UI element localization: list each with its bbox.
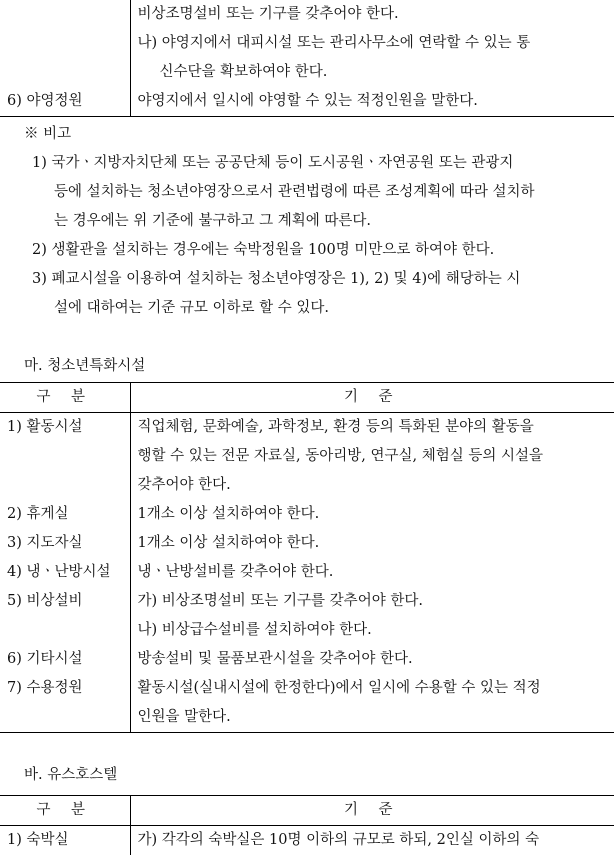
- section-title-youth-hostel: 바. 유스호스텔: [24, 761, 117, 790]
- notes-title: ※ 비고: [24, 120, 71, 149]
- row-label: 6) 기타시설: [0, 645, 130, 674]
- header-category: 구 분: [0, 383, 130, 413]
- table-row: [0, 0, 614, 29]
- row-label: 4) 냉ㆍ난방시설: [0, 558, 130, 587]
- row-label: 5) 비상설비: [0, 587, 130, 645]
- section-title-youth-special-facility: 마. 청소년특화시설: [24, 352, 145, 381]
- table-row: 1) 활동시설 직업체험, 문화예술, 과학정보, 환경 등의 특화된 분야의 활동을 행할 수 있는 전문 자료실, 동아리방, 연구실, 체험실 등의 시설을 갖추어야 한다.: [0, 413, 614, 501]
- table-header: [0, 383, 614, 413]
- table-row: [0, 87, 614, 117]
- row-label: 1) 활동시설: [0, 413, 130, 501]
- header-criteria: 기 준: [130, 383, 614, 413]
- youth-hostel-table: [0, 795, 614, 855]
- criteria-line: 야영지에서 일시에 야영할 수 있는 적정인원을 말한다.: [138, 87, 609, 116]
- header-category: 구 분: [0, 796, 130, 826]
- table-row: 4) 냉ㆍ난방시설 냉ㆍ난방설비를 갖추어야 한다.: [0, 558, 614, 587]
- table-row: 6) 기타시설 방송설비 및 물품보관시설을 갖추어야 한다.: [0, 645, 614, 674]
- table-header: [0, 796, 614, 826]
- criteria-line: 신수단을 확보하여야 한다.: [138, 58, 609, 87]
- criteria-line: 비상조명설비 또는 기구를 갖추어야 한다.: [138, 0, 609, 29]
- note-item: 3) 폐교시설을 이용하여 설치하는 청소년야영장은 1), 2) 및 4)에 해당하는 시 설에 대하여는 기준 규모 이하로 할 수 있다.: [32, 265, 610, 323]
- table-row: 7) 수용정원 활동시설(실내시설에 한정한다)에서 일시에 수용할 수 있는 적정 인원을 말한다.: [0, 674, 614, 733]
- table-row: 3) 지도자실 1개소 이상 설치하여야 한다.: [0, 529, 614, 558]
- row-label: 2) 휴게실: [0, 500, 130, 529]
- table-row: 2) 휴게실 1개소 이상 설치하여야 한다.: [0, 500, 614, 529]
- campsite-standards-table-continued: [0, 0, 614, 117]
- criteria-line: 나) 야영지에서 대피시설 또는 관리사무소에 연락할 수 있는 통: [138, 29, 609, 58]
- table-row: 5) 비상설비 가) 비상조명설비 또는 기구를 갖추어야 한다. 나) 비상급수설비를 설치하여야 한다.: [0, 587, 614, 645]
- row-label: 1) 숙박실: [0, 826, 130, 855]
- row-label: 7) 수용정원: [0, 674, 130, 733]
- row-label: 3) 지도자실: [0, 529, 130, 558]
- youth-special-facility-table: [0, 382, 614, 733]
- note-item: 1) 국가ㆍ지방자치단체 또는 공공단체 등이 도시공원ㆍ자연공원 또는 관광지 등에 설치하는 청소년야영장으로서 관련법령에 따른 조성계획에 따라 설치하 는 경우에는 위 기준에 불구하고 그 계획에 따른다.: [32, 149, 610, 236]
- note-item: 2) 생활관을 설치하는 경우에는 숙박정원을 100명 미만으로 하여야 한다.: [32, 236, 610, 265]
- table-row: [0, 29, 614, 87]
- row-label: 6) 야영정원: [0, 87, 130, 117]
- header-criteria: 기 준: [130, 796, 614, 826]
- table-row: 1) 숙박실 가) 각각의 숙박실은 10명 이하의 규모로 하되, 2인실 이하의 숙: [0, 826, 614, 855]
